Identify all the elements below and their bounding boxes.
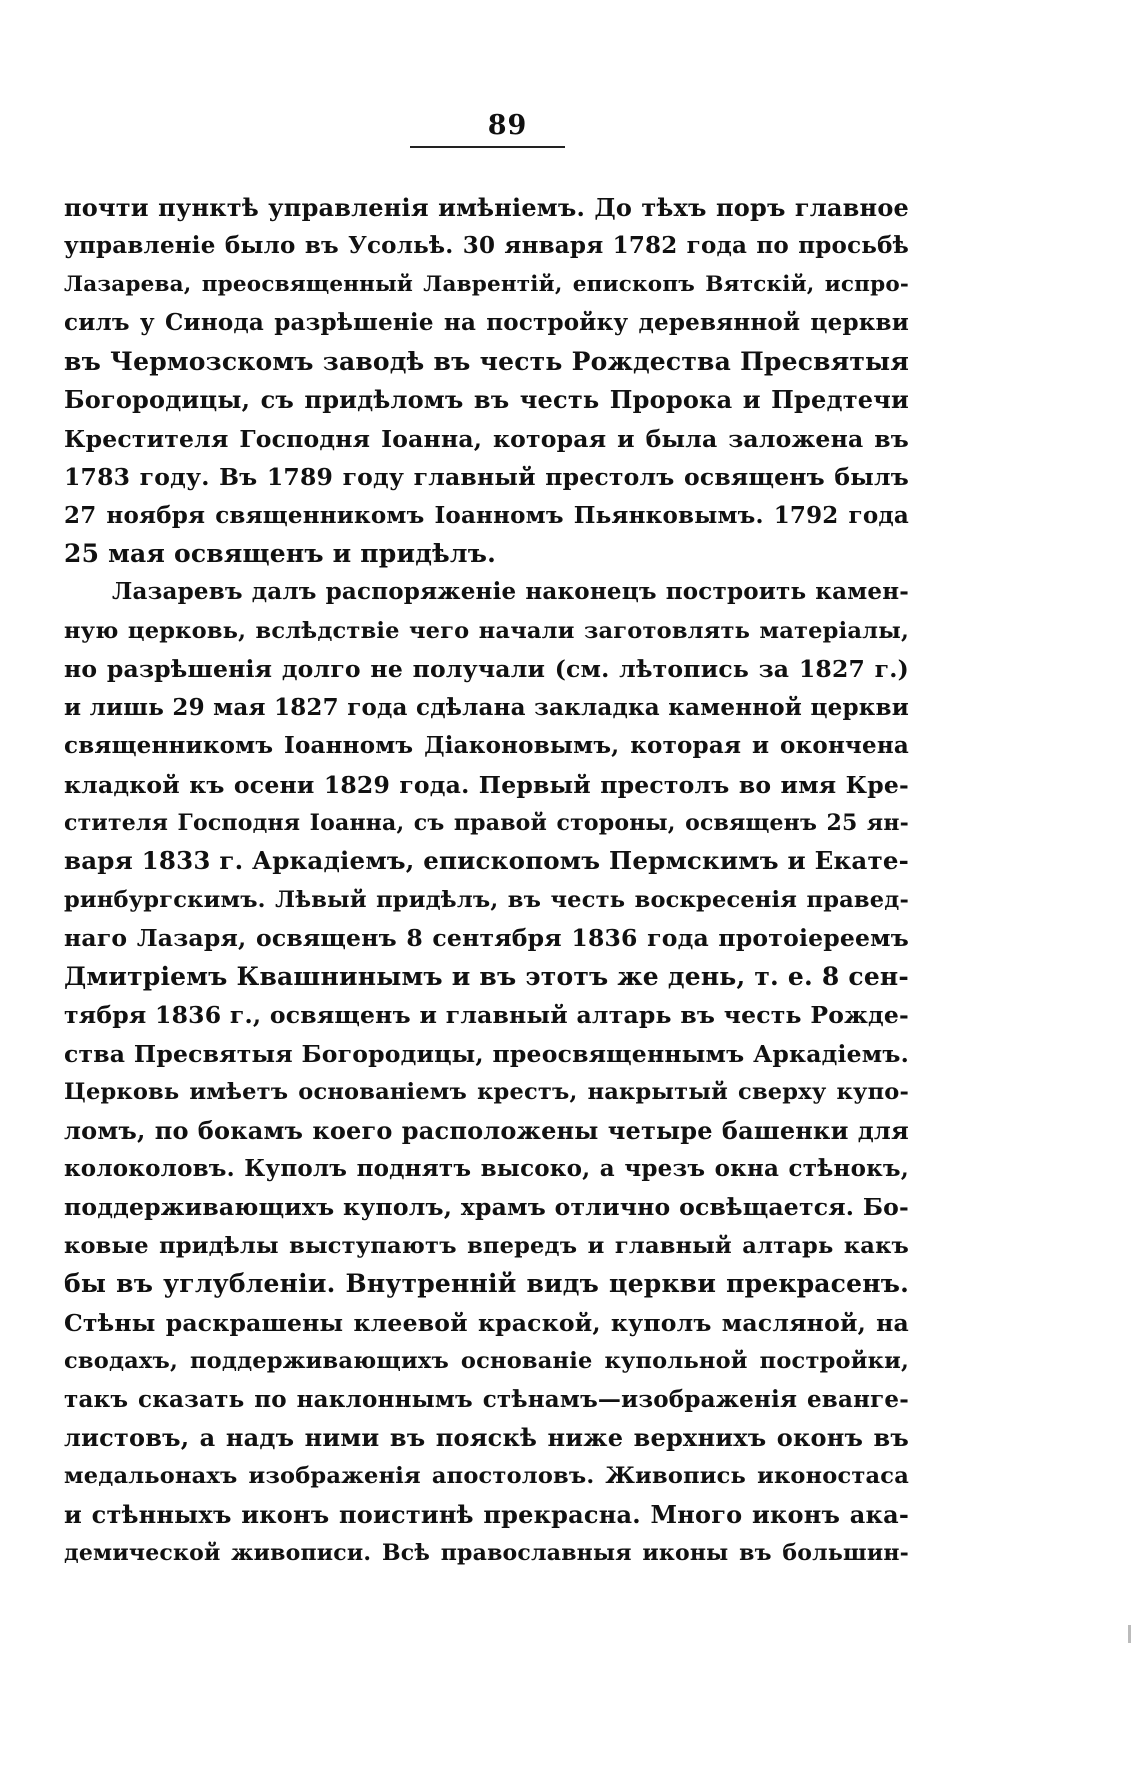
text-line: 27 ноября священникомъ Іоанномъ Пьянковымъ. 1792 года [64,501,909,529]
text-line: почти пунктѣ управленія имѣніемъ. До тѣхъ поръ главное [64,193,909,222]
text-line: ства Пресвятыя Богородицы, преосвященнымъ Аркадіемъ. [64,1039,909,1068]
text-line: въ Чермозскомъ заводѣ въ честь Рождества Пресвятыя [64,346,909,376]
text-line: сводахъ, поддерживающихъ основаніе купольной постройки, [64,1348,909,1375]
text-line: Лазарева, преосвященный Лаврентій, епископъ Вятскій, испро- [64,271,909,297]
text-line: демической живописи. Всѣ православныя иконы въ большин- [64,1540,909,1567]
text-line: листовъ, а надъ ними въ пояскѣ ниже верхнихъ оконъ въ [64,1423,909,1452]
text-line: 1783 году. Въ 1789 году главный престолъ освященъ былъ [64,463,909,492]
text-line: священникомъ Іоанномъ Діаконовымъ, которая и окончена [64,732,909,760]
text-line: Богородицы, съ придѣломъ въ честь Пророка и Предтечи [64,385,909,415]
text-line: поддерживающихъ куполъ, храмъ отлично освѣщается. Бо- [64,1193,909,1222]
text-line: но разрѣшенія долго не получали (см. лѣтопись за 1827 г.) [64,655,909,684]
text-line: ную церковь, вслѣдствіе чего начали заготовлять матеріалы, [64,617,909,644]
text-line: наго Лазаря, освященъ 8 сентября 1836 года протоіереемъ [64,924,909,953]
text-line: Стѣны раскрашены клеевой краской, куполъ масляной, на [64,1308,909,1337]
text-line: ломъ, по бокамъ коего расположены четыре башенки для [64,1115,909,1145]
text-line: такъ сказать по наклоннымъ стѣнамъ—изображенія еванге- [64,1385,909,1413]
page-number: 89 [487,110,528,141]
header-rule [410,146,565,148]
text-line: Церковь имѣетъ основаніемъ крестъ, накрытый сверху купо- [64,1079,909,1106]
text-line: варя 1833 г. Аркадіемъ, епископомъ Пермскимъ и Екате- [64,846,909,876]
text-line: Крестителя Господня Іоанна, которая и была заложена въ [64,424,909,453]
text-line: Дмитріемъ Квашнинымъ и въ этотъ же день, т. е. 8 сен- [64,961,909,991]
text-line: бы въ углубленіи. Внутренній видъ церкви прекрасенъ. [64,1269,909,1299]
text-line: ковые придѣлы выступаютъ впередъ и главный алтарь какъ [64,1232,909,1259]
text-line: медальонахъ изображенія апостоловъ. Живопись иконостаса [64,1463,909,1490]
text-line: стителя Господня Іоанна, съ правой стороны, освященъ 25 ян- [64,810,909,836]
text-line: колоколовъ. Куполъ поднятъ высоко, а чрезъ окна стѣнокъ, [64,1154,909,1182]
text-line: тября 1836 г., освященъ и главный алтарь въ честь Рожде- [64,1001,909,1030]
text-line: и лишь 29 мая 1827 года сдѣлана закладка каменной церкви [64,693,909,721]
text-line: Лазаревъ далъ распоряженіе наконецъ построить камен- [112,578,909,606]
text-line: силъ у Синода разрѣшеніе на постройку деревянной церкви [64,309,909,337]
text-line: 25 мая освященъ и придѣлъ. [64,538,496,568]
text-line: кладкой къ осени 1829 года. Первый престолъ во имя Кре- [64,770,909,799]
text-line: управленіе было въ Усольѣ. 30 января 1782 года по просьбѣ [64,232,909,260]
text-line: и стѣнныхъ иконъ поистинѣ прекрасна. Много иконъ ака- [64,1499,909,1529]
body-text [64,189,909,1573]
scan-artifact [1128,1625,1131,1643]
text-line: ринбургскимъ. Лѣвый придѣлъ, въ честь воскресенія правед- [64,886,909,913]
